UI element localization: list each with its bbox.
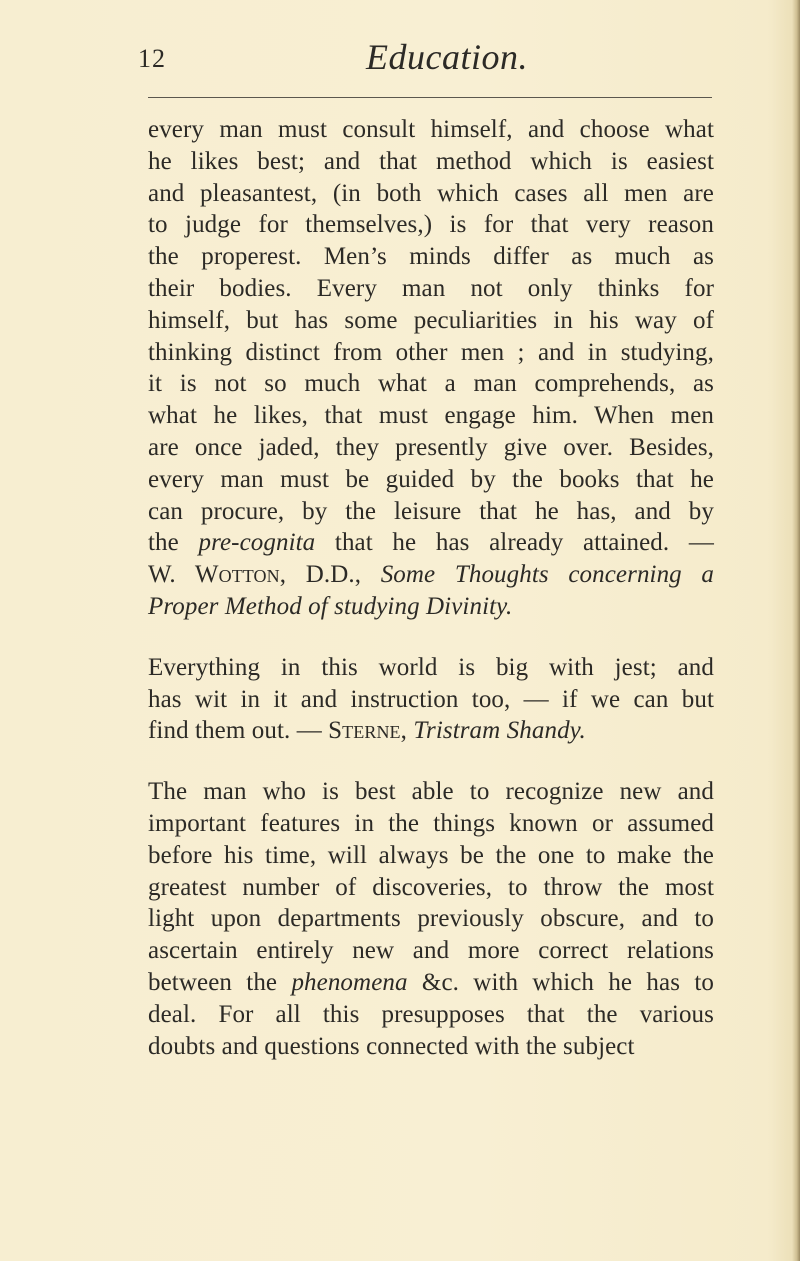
text-run: greatest number of discoveries, to throw the most <box>148 873 714 901</box>
text-run: are once jaded, they presently give over. Besides, <box>148 433 714 461</box>
text-run: between the <box>148 968 292 996</box>
text-line <box>148 305 714 337</box>
body-text <box>148 114 714 1062</box>
text-run: every man must consult himself, and choose what <box>148 116 714 143</box>
text-run: Everything in this world is big with jest; and <box>148 653 714 681</box>
page-number: 12 <box>138 44 166 73</box>
text-line <box>148 1031 714 1063</box>
text-run: , D.D., <box>279 561 381 589</box>
text-line <box>148 241 714 273</box>
paragraph-3 <box>148 776 714 1062</box>
text-line <box>148 591 714 623</box>
text-line <box>148 432 714 464</box>
text-run: before his time, will always be the one to make the <box>148 841 714 869</box>
text-run: deal. For all this presupposes that the various <box>148 1000 714 1028</box>
text-line <box>148 776 714 808</box>
paragraph-2 <box>148 652 714 747</box>
text-run: has wit in it and instruction too, — if we can but <box>148 685 714 713</box>
text-run: light upon departments previously obscure, and to <box>148 905 714 933</box>
page-header <box>138 34 728 94</box>
text-line <box>148 400 714 432</box>
text-run: what he likes, that must engage him. When men <box>148 402 714 430</box>
text-run: the <box>148 529 199 557</box>
text-line <box>148 840 714 872</box>
text-line <box>148 496 714 528</box>
text-line <box>148 527 714 559</box>
text-line <box>148 273 714 305</box>
text-run: , <box>400 717 414 745</box>
text-line <box>148 368 714 400</box>
italic-run: pre-cognita <box>198 529 316 557</box>
text-line <box>148 464 714 496</box>
small-caps-run: W. Wotton <box>148 561 280 589</box>
text-run: important features in the things known or assumed <box>148 809 714 837</box>
running-title: Education. <box>366 37 528 77</box>
text-line <box>148 808 714 840</box>
text-line <box>148 114 714 146</box>
text-run: their bodies. Every man not only thinks for <box>148 274 714 302</box>
text-line <box>148 684 714 716</box>
text-run: can procure, by the leisure that he has, and by <box>148 497 714 525</box>
italic-run: Tristram Shandy. <box>413 717 586 745</box>
text-line <box>148 715 714 747</box>
text-run: find them out. — <box>148 717 329 745</box>
small-caps-run: Sterne <box>328 717 401 745</box>
text-line <box>148 178 714 210</box>
text-line <box>148 146 714 178</box>
text-line <box>148 652 714 684</box>
header-rule <box>148 97 712 98</box>
text-run: ascertain entirely new and more correct relations <box>148 937 714 965</box>
text-line <box>148 872 714 904</box>
page-edge-shadow <box>792 0 800 1261</box>
italic-run: Some Thoughts concerning a <box>380 561 714 589</box>
text-run: and pleasantest, (in both which cases all men are <box>148 179 714 207</box>
text-line <box>148 999 714 1031</box>
italic-run: phenomena <box>291 968 408 996</box>
paragraph-gap <box>148 747 714 776</box>
text-run: doubts and questions connected with the subject <box>148 1032 635 1060</box>
text-run: thinking distinct from other men ; and in studying, <box>148 338 714 366</box>
text-line <box>148 903 714 935</box>
text-run: the properest. Men’s minds differ as much as <box>148 243 714 271</box>
paragraph-1 <box>148 114 714 623</box>
text-run: to judge for themselves,) is for that very reason <box>148 211 714 239</box>
text-run: The man who is best able to recognize new and <box>148 778 714 806</box>
text-run: he likes best; and that method which is easiest <box>148 147 714 175</box>
text-line <box>148 967 714 999</box>
text-line <box>148 559 714 591</box>
text-run: every man must be guided by the books that he <box>148 465 714 493</box>
text-line <box>148 209 714 241</box>
text-line <box>148 337 714 369</box>
text-run: himself, but has some peculiarities in his way of <box>148 306 714 334</box>
italic-run: Proper Method of studying Divinity. <box>148 592 513 620</box>
text-run: &c. with which he has to <box>407 968 715 996</box>
text-run: it is not so much what a man comprehends, as <box>148 370 714 398</box>
text-run: that he has already attained. — <box>315 529 714 557</box>
paragraph-gap <box>148 623 714 652</box>
text-line <box>148 935 714 967</box>
